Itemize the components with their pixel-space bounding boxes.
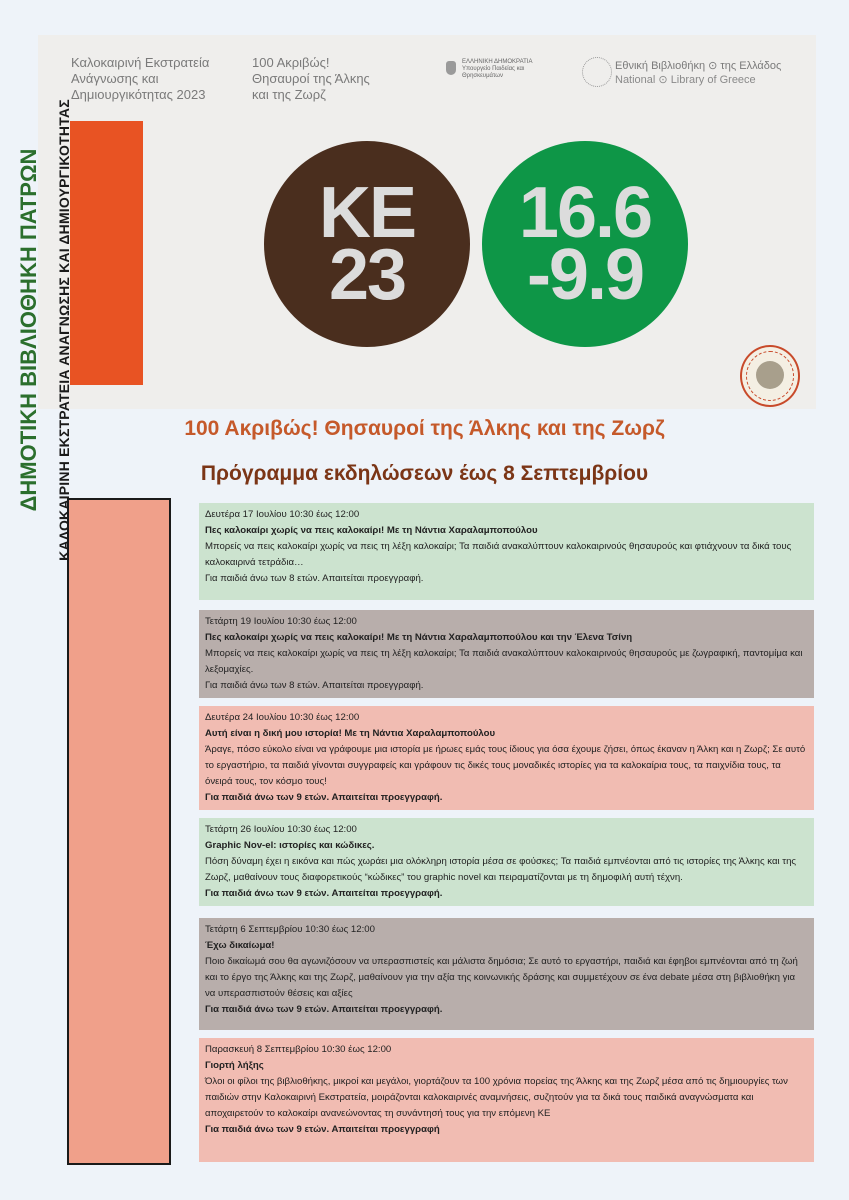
coin-icon xyxy=(756,361,784,389)
event-date: Παρασκευή 8 Σεπτεμβρίου 10:30 έως 12:00 xyxy=(205,1044,392,1055)
event-description: Πόση δύναμη έχει η εικόνα και πώς χωράει μια ολόκληρη ιστορία μέσα σε φούσκες; Τα παιδιά εμπνέονται από τις ιστορίες της Άλκης και της Ζωρζ, μαθαίνουν τους διαφορετικούς “κώδικες” του graphic novel και πειραματίζονται με τη δημοφιλή αυτή τέχνη. xyxy=(205,856,797,883)
event-date: Δευτέρα 17 Ιουλίου 10:30 έως 12:00 xyxy=(205,509,360,520)
nlg-name-english: National ⊙ Library of Greece xyxy=(615,74,756,86)
event-date: Τετάρτη 19 Ιουλίου 10:30 έως 12:00 xyxy=(205,616,357,627)
page-subtitle: Πρόγραμμα εκδηλώσεων έως 8 Σεπτεμβρίου xyxy=(200,462,649,485)
ke-label: ΚΕ xyxy=(318,173,416,253)
event-card xyxy=(199,610,814,698)
event-title: Πες καλοκαίρι χωρίς να πεις καλοκαίρι! Με τη Νάντια Χαραλαμποπούλου και την Έλενα Τσίνη xyxy=(205,632,633,643)
nlg-name-greek: Εθνική Βιβλιοθήκη ⊙ της Ελλάδος xyxy=(615,60,782,72)
event-footer: Για παιδιά άνω των 9 ετών. Απαιτείται προεγγραφή. xyxy=(205,792,443,803)
year-label: 23 xyxy=(328,235,406,315)
event-title: Πες καλοκαίρι χωρίς να πεις καλοκαίρι! Με τη Νάντια Χαραλαμποπούλου xyxy=(205,525,538,536)
event-card xyxy=(199,918,814,1030)
patras-library-logo xyxy=(740,345,800,407)
campaign-theme: 100 Ακριβώς! Θησαυροί της Άλκης και της Ζωρζ xyxy=(252,55,370,102)
ministry-text: ΕΛΛΗΝΙΚΗ ΔΗΜΟΚΡΑΤΙΑ Υπουργείο Παιδείας και Θρησκευμάτων xyxy=(462,59,533,79)
event-card xyxy=(199,1038,814,1162)
event-card xyxy=(199,706,814,810)
event-description: Όλοι οι φίλοι της βιβλιοθήκης, μικροί και μεγάλοι, γιορτάζουν τα 100 χρόνια πορείας της Άλκης και της Ζωρζ μέσα από τις δημιουργίες των παιδιών στην Καλοκαιρινή Εκστρατεία, μοιράζονται καλοκαιρινές αναμνήσεις, συζητούν για τα δικά τους παιδικά αναγνώσματα και αποχαιρετούν το καλοκαίρι ανανεώνοντας τη συνάντησή τους για την επόμενη ΚΕ xyxy=(205,1076,788,1119)
sidebar-banner xyxy=(67,498,171,1165)
event-footer: Για παιδιά άνω των 8 ετών. Απαιτείται προεγγραφή. xyxy=(205,573,424,584)
start-date: 16.6 xyxy=(518,173,652,253)
event-description: Μπορείς να πεις καλοκαίρι χωρίς να πεις τη λέξη καλοκαίρι; Τα παιδιά ανακαλύπτουν καλοκαιρινούς θησαυρούς με ζωγραφική, παντομίμα και λεξομαχίες. xyxy=(205,648,803,675)
event-footer: Για παιδιά άνω των 9 ετών. Απαιτείται προεγγραφή. xyxy=(205,1004,443,1015)
ke23-circle xyxy=(264,141,470,347)
event-footer: Για παιδιά άνω των 9 ετών. Απαιτείται προεγγραφή xyxy=(205,1124,440,1135)
red-bar xyxy=(70,121,143,385)
national-library-logo xyxy=(615,59,781,87)
emblem-icon xyxy=(446,61,456,75)
event-title: Έχω δικαίωμα! xyxy=(205,940,275,951)
campaign-name: Καλοκαιρινή Εκστρατεία Ανάγνωσης και Δημιουργικότητας 2023 xyxy=(71,55,210,102)
event-date: Δευτέρα 24 Ιουλίου 10:30 έως 12:00 xyxy=(205,712,360,723)
event-card xyxy=(199,818,814,906)
campaign-poster xyxy=(38,35,816,409)
seal-icon xyxy=(582,57,612,87)
event-description: Ποιο δικαίωμά σου θα αγωνιζόσουν να υπερασπιστείς και μάλιστα δημόσια; Σε αυτό το εργαστήρι, παιδιά και έφηβοι εμπνέονται από τη ζωή και το έργο της Άλκης και της Ζωρζ, μαθαίνουν για την αξία της κοινωνικής δράσης και συμμετέχουν σε ένα debate μέσα στη βιβλιοθήκη για να υπερασπιστούν θέσεις και αξίες xyxy=(205,956,798,999)
event-footer: Για παιδιά άνω των 8 ετών. Απαιτείται προεγγραφή. xyxy=(205,680,424,691)
event-title: Αυτή είναι η δική μου ιστορία! Με τη Νάντια Χαραλαμποπούλου xyxy=(205,728,496,739)
event-title: Graphic Nov-el: ιστορίες και κώδικες. xyxy=(205,840,375,851)
dates-circle xyxy=(482,141,688,347)
end-date: -9.9 xyxy=(526,235,644,315)
event-description: Άραγε, πόσο εύκολο είναι να γράφουμε μια ιστορία με ήρωες εμάς τους ίδιους για όσα έχουμε ζήσει, όπως έκαναν η Άλκη και η Ζωρζ; Σε αυτό το εργαστήριο, τα παιδιά γίνονται συγγραφείς και γράφουν τις δικές τους μοναδικές ιστορίες για τα καλοκαίρια τους, τα παιχνίδια τους, τα όνειρά τους, τον κόσμο τους! xyxy=(205,744,806,787)
event-title: Γιορτή λήξης xyxy=(205,1060,264,1071)
page-title: 100 Ακριβώς! Θησαυροί της Άλκης και της Ζωρζ xyxy=(184,417,665,440)
event-description: Μπορείς να πεις καλοκαίρι χωρίς να πεις τη λέξη καλοκαίρι; Τα παιδιά ανακαλύπτουν καλοκαιρινούς θησαυρούς και φτιάχνουν τα δικά τους καλοκαιρινά τετράδια… xyxy=(205,541,792,568)
library-name: ΔΗΜΟΤΙΚΗ ΒΙΒΛΙΟΘΗΚΗ ΠΑΤΡΩΝ xyxy=(16,148,41,512)
event-card xyxy=(199,503,814,600)
event-footer: Για παιδιά άνω των 9 ετών. Απαιτείται προεγγραφή. xyxy=(205,888,443,899)
event-date: Τετάρτη 26 Ιουλίου 10:30 έως 12:00 xyxy=(205,824,357,835)
sidebar-campaign: ΚΑΛΟΚΑΙΡΙΝΗ ΕΚΣΤΡΑΤΕΙΑ ΑΝΑΓΝΩΣΗΣ ΚΑΙ ΔΗΜΙΟΥΡΓΙΚΟΤΗΤΑΣ xyxy=(56,99,72,561)
event-date: Τετάρτη 6 Σεπτεμβρίου 10:30 έως 12:00 xyxy=(205,924,375,935)
